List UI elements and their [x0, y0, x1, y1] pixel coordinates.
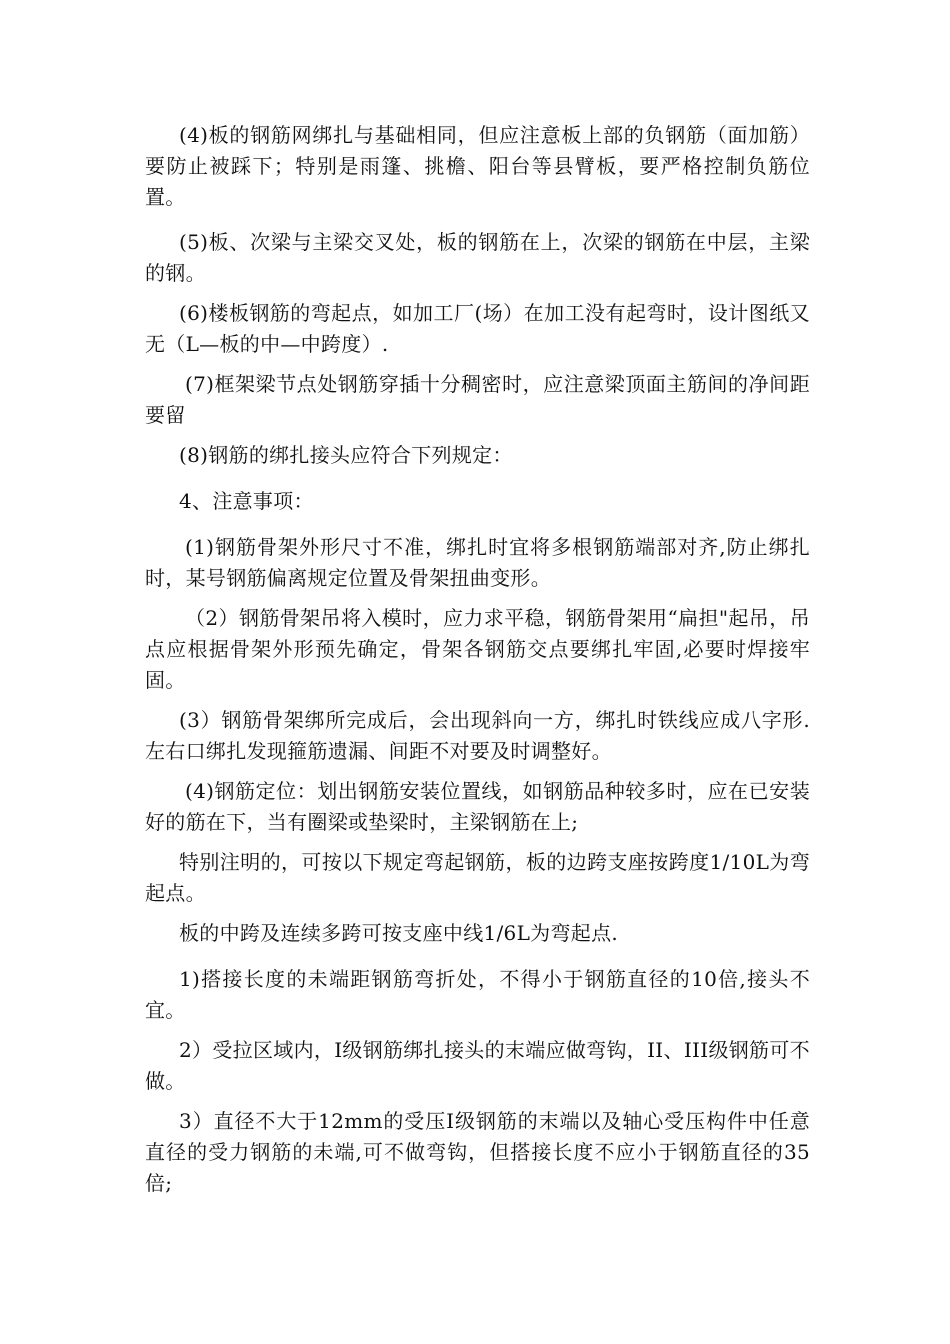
paragraph-11: 特别注明的，可按以下规定弯起钢筋，板的边跨支座按跨度1/10L为弯起点。	[145, 850, 810, 905]
paragraph-14: 2）受拉区域内，I级钢筋绑扎接头的末端应做弯钩，II、III级钢筋可不做。	[145, 1038, 810, 1093]
paragraph-5: (8)钢筋的绑扎接头应符合下列规定：	[179, 443, 513, 467]
paragraph-1: (4)板的钢筋网绑扎与基础相同，但应注意板上部的负钢筋（面加筋）要防止被踩下；特别是雨篷、挑檐、阳台等县臂板，要严格控制负筋位置。	[145, 123, 810, 209]
paragraph-2: (5)板、次梁与主梁交叉处，板的钢筋在上，次梁的钢筋在中层，主梁的钢。	[145, 230, 810, 285]
paragraph-8: （2）钢筋骨架吊将入模时，应力求平稳，钢筋骨架用“扁担"起吊，吊点应根据骨架外形预先确定，骨架各钢筋交点要绑扎牢固,必要时焊接牢固。	[145, 606, 810, 692]
paragraph-9: (3）钢筋骨架绑所完成后，会出现斜向一方，绑扎时铁线应成八字形.左右口绑扎发现箍筋遗漏、间距不对要及时调整好。	[145, 708, 810, 763]
paragraph-15: 3）直径不大于12mm的受压I级钢筋的末端以及轴心受压构件中任意直径的受力钢筋的未端,可不做弯钩，但搭接长度不应小于钢筋直径的35倍;	[145, 1109, 810, 1195]
paragraph-12: 板的中跨及连续多跨可按支座中线1/6L为弯起点.	[179, 921, 619, 945]
paragraph-7: (1)钢筋骨架外形尺寸不准，绑扎时宜将多根钢筋端部对齐,防止绑扎时，某号钢筋偏离规定位置及骨架扭曲变形。	[145, 535, 810, 590]
paragraph-6: 4、注意事项：	[179, 489, 314, 513]
paragraph-3: (6)楼板钢筋的弯起点，如加工厂(场）在加工没有起弯时，设计图纸又无（L—板的中—中跨度）.	[145, 301, 810, 356]
paragraph-4: (7)框架梁节点处钢筋穿插十分稠密时，应注意梁顶面主筋间的净间距要留	[145, 372, 810, 427]
paragraph-10: (4)钢筋定位：划出钢筋安装位置线，如钢筋品种较多时，应在已安装好的筋在下，当有圈梁或垫梁时，主梁钢筋在上;	[145, 779, 810, 834]
paragraph-13: 1)搭接长度的未端距钢筋弯折处，不得小于钢筋直径的10倍,接头不宜。	[145, 967, 810, 1022]
